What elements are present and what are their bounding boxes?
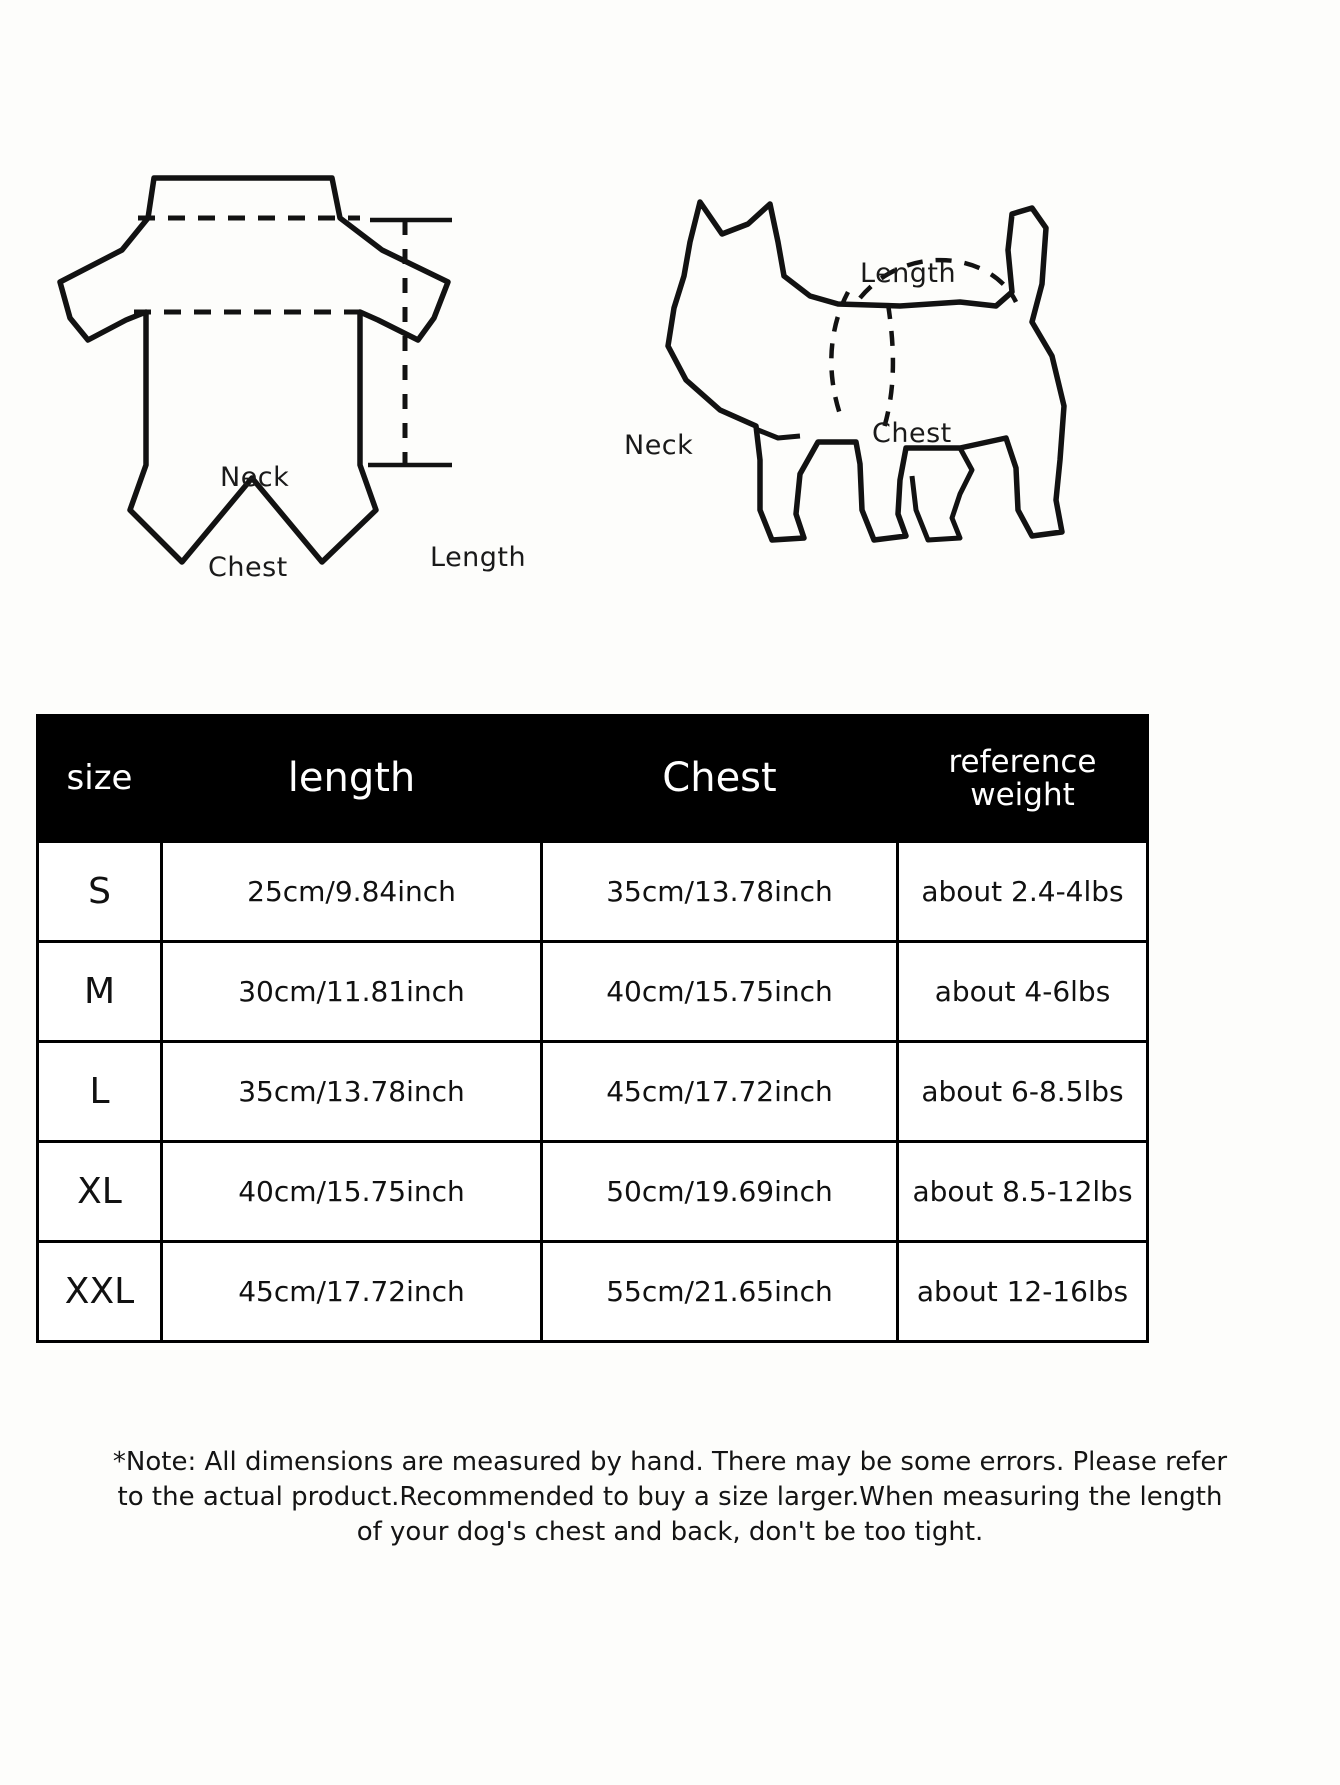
measurement-diagrams [0,0,1340,700]
column-header-weight-line1: reference [948,744,1097,781]
size-table-container [36,714,1146,1343]
dog-outline-icon [660,180,1220,600]
table-row [38,1042,1148,1142]
cell-size: XXL [38,1242,162,1342]
cell-size: XL [38,1142,162,1242]
cell-size: M [38,942,162,1042]
note-text [60,1445,1280,1549]
table-row [38,942,1148,1042]
column-header-size-label: size [66,757,133,798]
column-header-length-label: length [287,754,416,801]
cell-chest: 50cm/19.69inch [542,1142,898,1242]
cell-weight: about 8.5-12lbs [898,1142,1148,1242]
cell-weight: about 6-8.5lbs [898,1042,1148,1142]
cell-length: 30cm/11.81inch [162,942,542,1042]
cell-weight: about 12-16lbs [898,1242,1148,1342]
garment-chest-label: Chest [208,552,288,583]
cell-chest: 35cm/13.78inch [542,842,898,942]
size-table-header [38,716,1148,842]
column-header-size [38,716,162,842]
size-table-body [38,842,1148,1342]
note-line-2: to the actual product.Recommended to buy a size larger.When measuring the length [117,1481,1223,1512]
cell-chest: 40cm/15.75inch [542,942,898,1042]
cell-weight: about 2.4-4lbs [898,842,1148,942]
cell-length: 25cm/9.84inch [162,842,542,942]
cell-size: S [38,842,162,942]
cell-weight: about 4-6lbs [898,942,1148,1042]
column-header-weight-line2: weight [970,776,1075,813]
cell-chest: 55cm/21.65inch [542,1242,898,1342]
column-header-length [162,716,542,842]
note-line-3: of your dog's chest and back, don't be too tight. [356,1516,984,1547]
dog-length-label: Length [860,258,957,289]
dog-neck-label: Neck [624,430,694,461]
garment-length-label: Length [430,542,527,573]
table-row [38,1242,1148,1342]
column-header-chest [542,716,898,842]
cell-length: 45cm/17.72inch [162,1242,542,1342]
cell-length: 40cm/15.75inch [162,1142,542,1242]
table-row [38,1142,1148,1242]
column-header-chest-label: Chest [662,754,777,801]
cell-length: 35cm/13.78inch [162,1042,542,1142]
dog-body-measurement-diagram [624,180,1220,600]
note-line-1: *Note: All dimensions are measured by hand. There may be some errors. Please refer [112,1447,1228,1477]
dog-chest-label: Chest [872,418,952,449]
column-header-reference-weight [898,716,1148,842]
table-row [38,842,1148,942]
garment-outline-icon [60,170,620,600]
size-table [36,714,1149,1343]
cell-chest: 45cm/17.72inch [542,1042,898,1142]
cell-size: L [38,1042,162,1142]
dog-clothing-flat-diagram [60,170,620,600]
garment-neck-label: Neck [220,462,290,493]
header-row [38,716,1148,842]
